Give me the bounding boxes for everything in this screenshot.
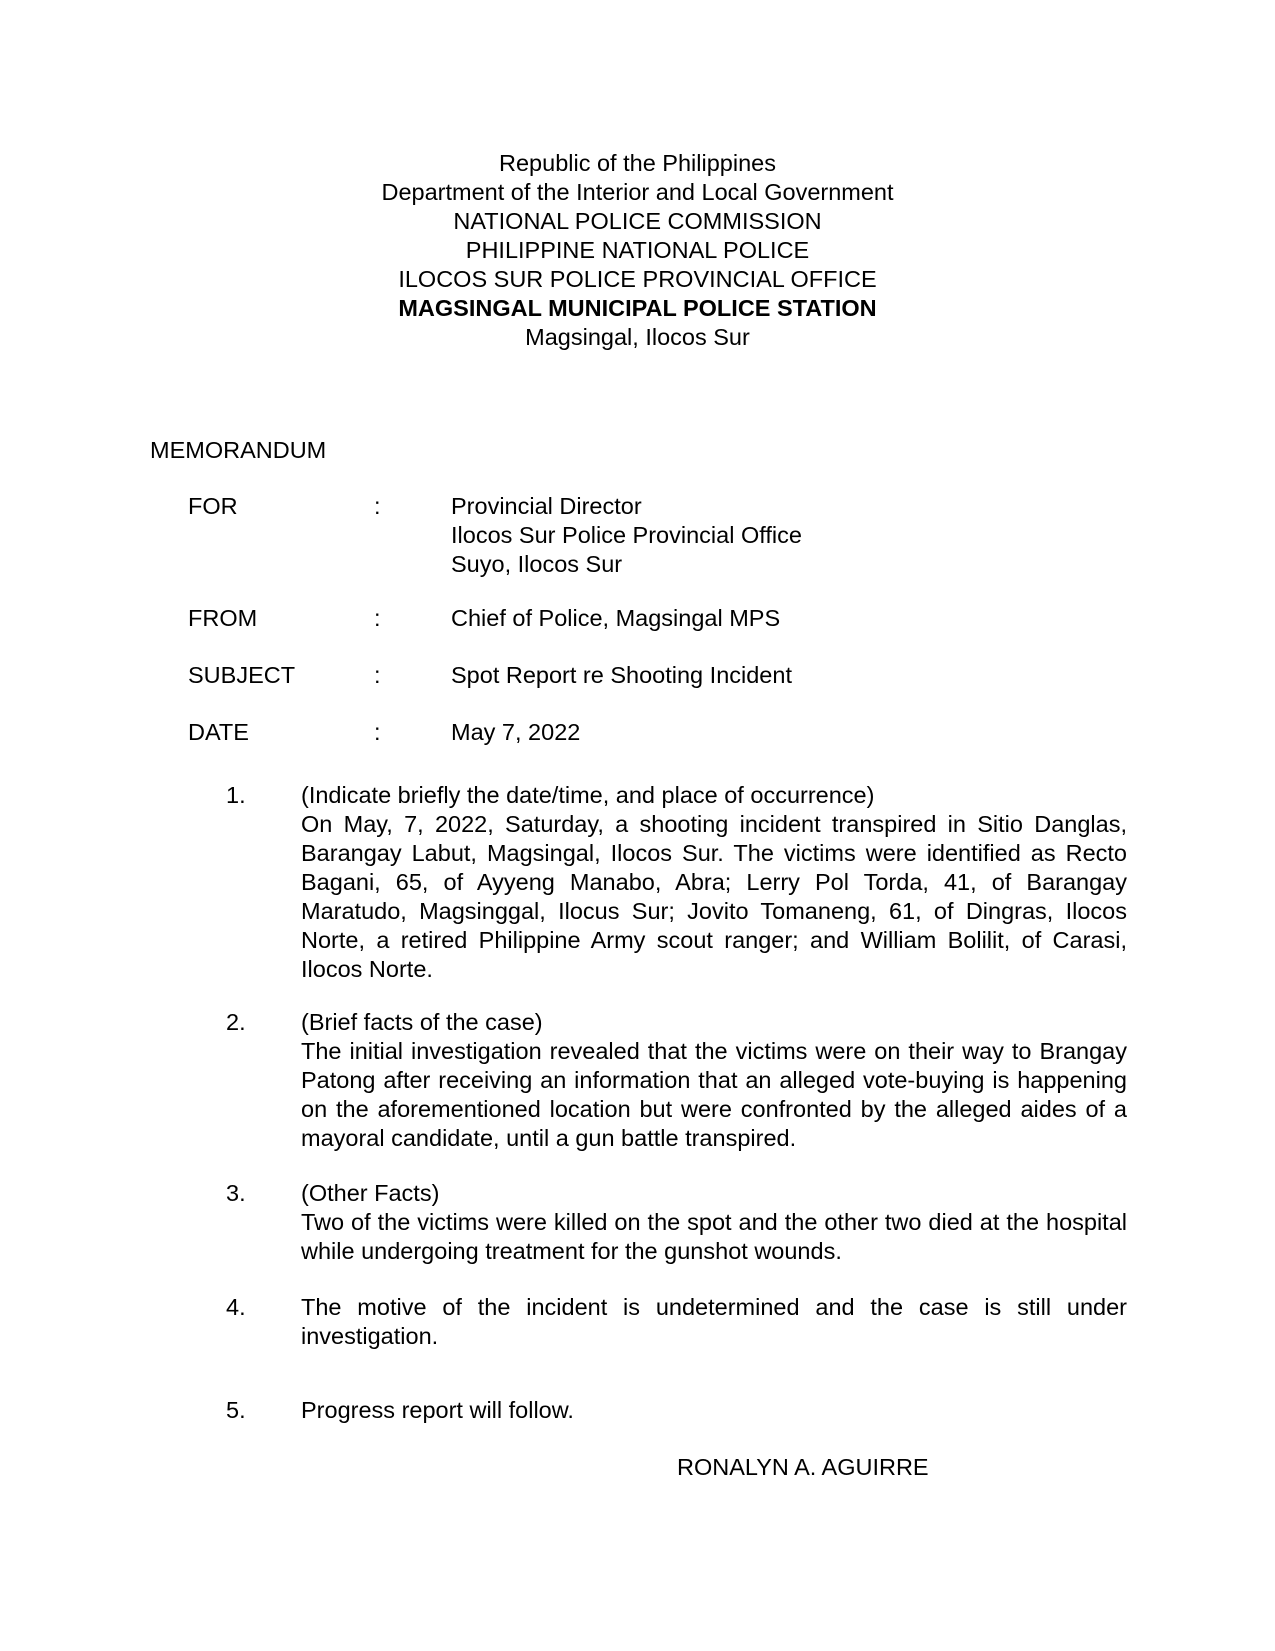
subject-label: SUBJECT (188, 662, 296, 688)
letterhead-republic: Republic of the Philippines (499, 150, 776, 176)
item-number: 3. (226, 1180, 246, 1206)
item-lead: (Indicate briefly the date/time, and place of occurrence) (301, 782, 875, 808)
list-item (301, 781, 1127, 984)
date-label: DATE (188, 719, 249, 745)
memo-title: MEMORANDUM (150, 437, 327, 463)
letterhead-commission: NATIONAL POLICE COMMISSION (453, 208, 822, 234)
item-text: On May, 7, 2022, Saturday, a shooting incident transpired in Sitio Danglas, Barangay Labut, Magsingal, Ilocos Sur. The victims were identified as Recto Bagani, 65, of Ayyeng Manabo, Abra; Lerry Pol Torda, 41, of Barangay Maratudo, Magsinggal, Ilocus Sur; Jovito Tomaneng, 61, of Dingras, Ilocos Norte, a retired Philippine Army scout ranger; and William Bolilit, of Carasi, Ilocos Norte. (301, 811, 1127, 982)
from-label: FROM (188, 605, 258, 631)
letterhead-provincial-office: ILOCOS SUR POLICE PROVINCIAL OFFICE (398, 266, 877, 292)
letterhead-department: Department of the Interior and Local Government (381, 179, 894, 205)
subject-colon: : (374, 662, 381, 688)
letterhead-pnp: PHILIPPINE NATIONAL POLICE (465, 237, 810, 263)
letterhead-station: MAGSINGAL MUNICIPAL POLICE STATION (398, 295, 877, 321)
from-colon: : (374, 605, 381, 631)
subject-value: Spot Report re Shooting Incident (451, 662, 792, 688)
item-text: Progress report will follow. (301, 1397, 574, 1423)
item-text: Two of the victims were killed on the spot and the other two died at the hospital while undergoing treatment for the gunshot wounds. (301, 1209, 1127, 1264)
item-text: The motive of the incident is undetermined and the case is still under investigation. (301, 1294, 1127, 1349)
signatory-name: RONALYN A. AGUIRRE (677, 1454, 929, 1480)
item-number: 2. (226, 1009, 246, 1035)
date-value: May 7, 2022 (451, 719, 581, 745)
list-item (301, 1008, 1127, 1153)
date-colon: : (374, 719, 381, 745)
item-number: 4. (226, 1294, 246, 1320)
item-lead: (Other Facts) (301, 1180, 440, 1206)
for-line: Provincial Director (451, 493, 642, 519)
list-item (301, 1179, 1127, 1266)
for-label: FOR (188, 493, 238, 519)
item-text: The initial investigation revealed that the victims were on their way to Brangay Patong after receiving an information that an alleged vote-buying is happening on the aforementioned location but were confronted by the alleged aides of a mayoral candidate, until a gun battle transpired. (301, 1038, 1127, 1151)
letterhead (0, 149, 1275, 352)
for-value (451, 492, 802, 579)
list-item (301, 1293, 1127, 1351)
item-number: 5. (226, 1397, 246, 1423)
from-value: Chief of Police, Magsingal MPS (451, 605, 781, 631)
item-lead: (Brief facts of the case) (301, 1009, 543, 1035)
for-line: Suyo, Ilocos Sur (451, 551, 623, 577)
for-colon: : (374, 493, 381, 519)
for-line: Ilocos Sur Police Provincial Office (451, 522, 802, 548)
list-item (301, 1396, 1127, 1425)
letterhead-location: Magsingal, Ilocos Sur (525, 324, 750, 350)
item-number: 1. (226, 782, 246, 808)
